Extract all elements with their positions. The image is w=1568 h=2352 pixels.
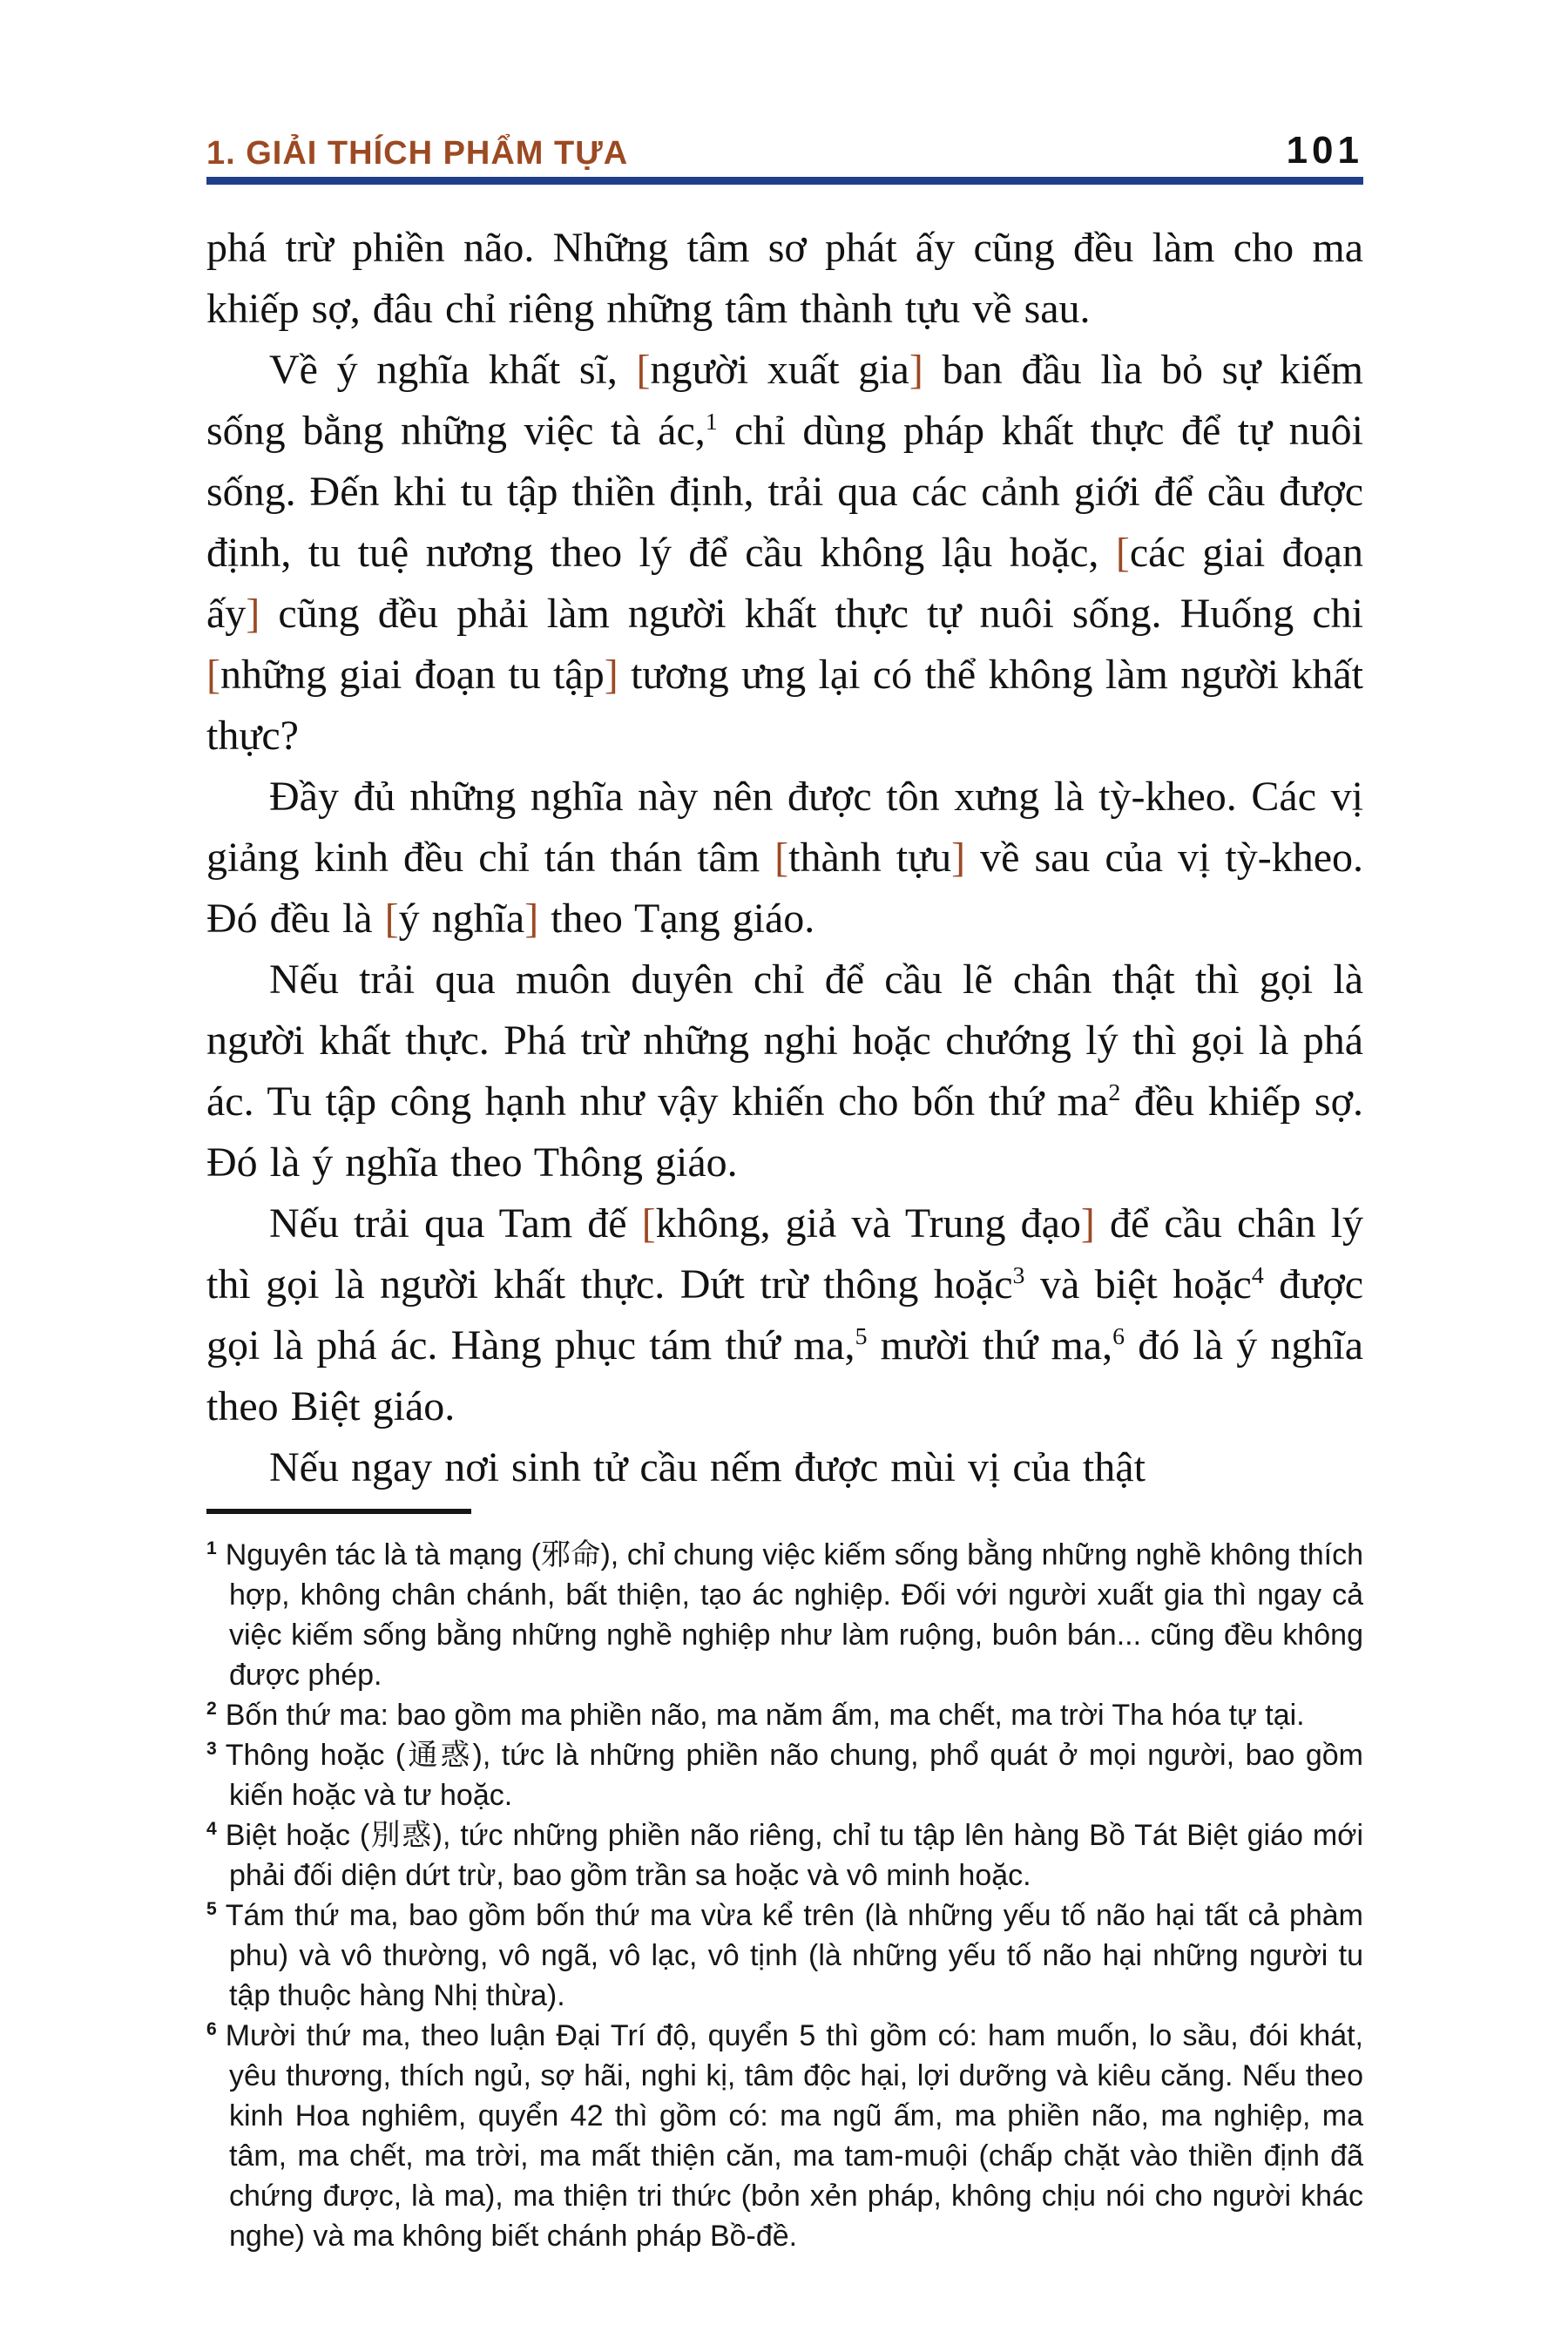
editorial-bracket: ] bbox=[246, 591, 260, 637]
footnote-reference: 5 bbox=[855, 1323, 868, 1350]
footnote-number: 2 bbox=[206, 1698, 217, 1719]
footnote-reference: 1 bbox=[705, 409, 718, 436]
footnote-number: 6 bbox=[206, 2018, 217, 2039]
footnote-item: $^2$ Bốn thứ ma: bao gồm ma phiền não, ma năm ấm, ma chết, ma trời Tha hóa tự tại. bbox=[206, 1698, 1305, 1732]
footnote-item: $^3$ Thông hoặc (通惑), tức là những phiền não chung, phổ quát ở mọi người, bao gồm kiến hoặc và tư hoặc. bbox=[206, 1738, 1363, 1812]
paragraph: phá trừ phiền não. Những tâm sơ phát ấy cũng đều làm cho ma khiếp sợ, đâu chỉ riêng những tâm thành tựu về sau. bbox=[206, 225, 1363, 332]
editorial-bracket: ] bbox=[604, 652, 618, 698]
editorial-bracket: [ bbox=[206, 652, 220, 698]
editorial-bracket: [ bbox=[641, 1200, 656, 1247]
paragraph: Nếu trải qua muôn duyên chỉ để cầu lẽ chân thật thì gọi là người khất thực. Phá trừ những nghi hoặc chướng lý thì gọi là phá ác. Tu tập công hạnh như vậy khiến cho bốn thứ ma$^2$ đều khiếp sợ. Đó là ý nghĩa theo Thông giáo. bbox=[206, 956, 1363, 1186]
footnote-number: 4 bbox=[206, 1818, 217, 1839]
editorial-bracket: [ bbox=[1115, 530, 1130, 576]
footnote-reference: 6 bbox=[1112, 1323, 1125, 1350]
paragraph: Nếu trải qua Tam đế [không, giả và Trung đạo] để cầu chân lý thì gọi là người khất thực. Dứt trừ thông hoặc$^3$ và biệt hoặc$^4$ được gọi là phá ác. Hàng phục tám thứ ma,$^5$ mười thứ ma,$^6$ đó là ý nghĩa theo Biệt giáo. bbox=[206, 1200, 1364, 1429]
editorial-bracket: [ bbox=[774, 835, 789, 881]
footnote-item: $^1$ Nguyên tác là tà mạng (邪命), chỉ chung việc kiếm sống bằng những nghề không thích hợp, không chân chánh, bất thiện, tạo ác nghiệp. Đối với người xuất gia thì ngay cả việc kiếm sống bằng những nghề nghiệp như làm ruộng, buôn bán... cũng đều không được phép. bbox=[206, 1538, 1363, 1692]
editorial-bracket: ] bbox=[524, 896, 539, 942]
footnote-reference: 3 bbox=[1012, 1262, 1025, 1289]
footnote-reference: 2 bbox=[1108, 1079, 1121, 1106]
editorial-bracket: ] bbox=[951, 835, 966, 881]
page-header bbox=[206, 129, 1363, 172]
editorial-bracket: ] bbox=[909, 347, 923, 393]
footnote-reference: 4 bbox=[1251, 1262, 1264, 1289]
editorial-bracket: ] bbox=[1080, 1200, 1095, 1247]
page-number: 101 bbox=[1286, 129, 1363, 172]
editorial-bracket: [ bbox=[384, 896, 399, 942]
page-content bbox=[206, 218, 1363, 2256]
header-rule bbox=[206, 177, 1363, 185]
paragraph: Đầy đủ những nghĩa này nên được tôn xưng là tỳ-kheo. Các vị giảng kinh đều chỉ tán thán tâm [thành tựu] về sau của vị tỳ-kheo. Đó đều là [ý nghĩa] theo Tạng giáo. bbox=[206, 774, 1363, 942]
body-text bbox=[206, 218, 1363, 1498]
running-title: 1. GIẢI THÍCH PHẨM TỰA bbox=[206, 135, 629, 172]
footnote-separator-rule bbox=[206, 1509, 471, 1514]
footnote-number: 1 bbox=[206, 1538, 217, 1558]
footnote-item: $^4$ Biệt hoặc (別惑), tức những phiền não riêng, chỉ tu tập lên hàng Bồ Tát Biệt giáo mới phải đối diện dứt trừ, bao gồm trần sa hoặc và vô minh hoặc. bbox=[206, 1818, 1363, 1892]
footnote-list bbox=[206, 1535, 1363, 2256]
paragraph: Về ý nghĩa khất sĩ, [người xuất gia] ban đầu lìa bỏ sự kiếm sống bằng những việc tà ác,$^1$ chỉ dùng pháp khất thực để tự nuôi sống. Đến khi tu tập thiền định, trải qua các cảnh giới để cầu được định, tu tuệ nương theo lý để cầu không lậu hoặc, [các giai đoạn ấy] cũng đều phải làm người khất thực tự nuôi sống. Huống chi [những giai đoạn tu tập] tương ưng lại có thể không làm người khất thực? bbox=[206, 347, 1364, 759]
footnote-item: $^6$ Mười thứ ma, theo luận Đại Trí độ, quyển 5 thì gồm có: ham muốn, lo sầu, đói khát, yêu thương, thích ngủ, sợ hãi, nghi kị, tâm độc hại, lợi dưỡng và kiêu căng. Nếu theo kinh Hoa nghiêm, quyển 42 thì gồm có: ma ngũ ấm, ma phiền não, ma nghiệp, ma tâm, ma chết, ma trời, ma mất thiện căn, ma tam-muội (chấp chặt vào thiền định đã chứng được, là ma), ma thiện tri thức (bỏn xẻn pháp, không chịu nói cho người khác nghe) và ma không biết chánh pháp Bồ-đề. bbox=[206, 2018, 1363, 2253]
paragraph: Nếu ngay nơi sinh tử cầu nếm được mùi vị của thật bbox=[269, 1444, 1146, 1490]
footnote-number: 5 bbox=[206, 1898, 217, 1919]
footnote-number: 3 bbox=[206, 1738, 217, 1759]
footnote-item: $^5$ Tám thứ ma, bao gồm bốn thứ ma vừa kể trên (là những yếu tố não hại tất cả phàm phu) và vô thường, vô ngã, vô lạc, vô tịnh (là những yếu tố não hại những người tu tập thuộc hàng Nhị thừa). bbox=[206, 1898, 1363, 2012]
editorial-bracket: [ bbox=[636, 347, 651, 393]
